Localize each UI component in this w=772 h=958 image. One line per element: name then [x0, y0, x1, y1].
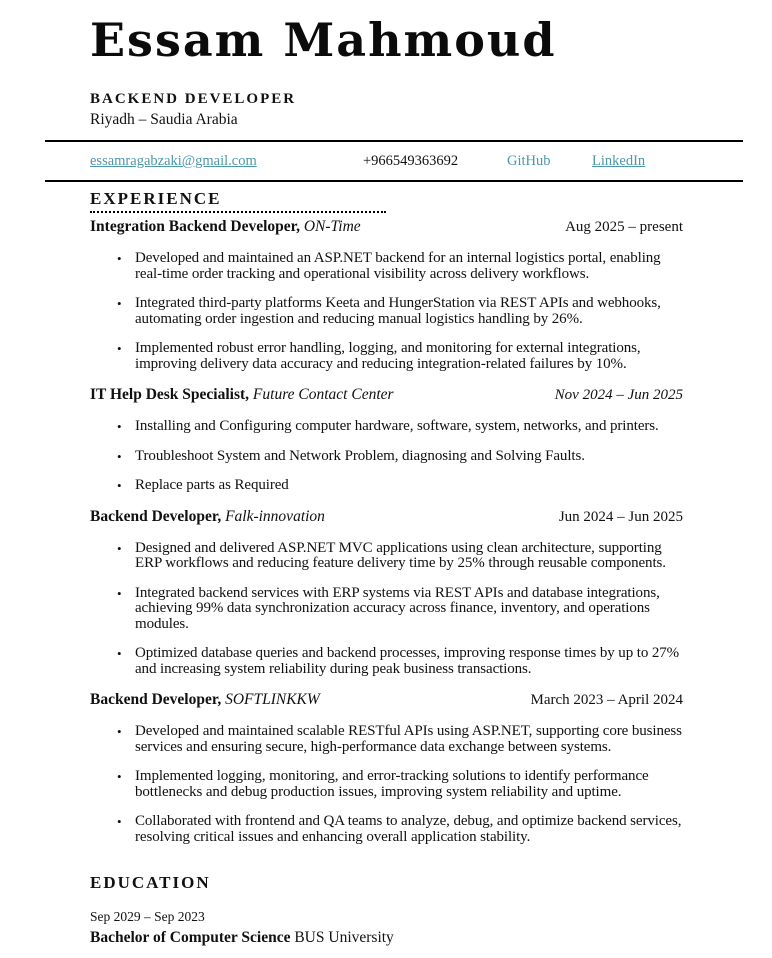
bullet-item: • Installing and Configuring computer hardware, software, system, networks, and printers. [135, 419, 683, 435]
job-separator: , [217, 691, 226, 708]
bullet-item: • Implemented logging, monitoring, and error-tracking solutions to identify performance bottlenecks and debug production issues, improving system reliability and uptime. [135, 769, 683, 800]
job-title: IT Help Desk Specialist [90, 386, 246, 403]
job-dates: Jun 2024 – Jun 2025 [558, 508, 683, 525]
job-dates: Aug 2025 – present [565, 219, 683, 235]
person-name: Essam Mahmoud [90, 13, 557, 67]
bullet-item: • Collaborated with frontend and QA teams to analyze, debug, and optimize backend services, resolving critical issues and enhancing overall application stability. [135, 814, 683, 845]
job-entry [90, 508, 683, 678]
job-header [90, 386, 683, 404]
experience-section [90, 189, 683, 845]
bullet-item: • Designed and delivered ASP.NET MVC applications using clean architecture, supporting ERP workflows and reducing feature delivery time by 25% through reusable components. [135, 541, 683, 572]
bullet-item: • Optimized database queries and backend processes, improving response times by up to 27% and increasing system reliability during peak business transactions. [135, 646, 683, 677]
linkedin-link[interactable]: LinkedIn [592, 153, 646, 169]
job-header [90, 218, 683, 236]
person-location: Riyadh – Saudia Arabia [90, 111, 238, 128]
email-link[interactable]: essamragabzaki@gmail.com [90, 153, 257, 169]
school-name: BUS University [294, 929, 394, 946]
job-dates: March 2023 – April 2024 [530, 692, 683, 708]
bullet-item: • Implemented robust error handling, logging, and monitoring for external integrations, improving delivery data accuracy and reducing integration-related failures by 10%. [135, 341, 683, 372]
education-section [90, 873, 683, 946]
job-bullet-list [90, 541, 683, 678]
education-dates: Sep 2029 – Sep 2023 [90, 909, 205, 924]
degree-name: Bachelor of Computer Science [90, 929, 291, 946]
bullet-item: • Integrated third-party platforms Keeta and HungerStation via REST APIs and webhooks, automating order ingestion and reducing manual logistics handling by 26%. [135, 296, 683, 327]
job-company: ON-Time [303, 218, 361, 235]
job-company: SOFTLINKKW [225, 691, 320, 708]
bullet-item: • Developed and maintained an ASP.NET backend for an internal logistics portal, enabling real-time order tracking and operational visibility across delivery workflows. [135, 251, 683, 282]
job-entry [90, 218, 683, 372]
job-header [90, 691, 683, 709]
job-entry [90, 386, 683, 494]
job-title-line [90, 691, 320, 708]
contact-bar [90, 153, 683, 171]
job-title-line [90, 386, 394, 403]
experience-heading: EXPERIENCE [90, 189, 222, 208]
bullet-item: • Troubleshoot System and Network Problem, diagnosing and Solving Faults. [135, 449, 683, 465]
bullet-item: • Replace parts as Required [135, 478, 683, 494]
bullet-item: • Developed and maintained scalable RESTful APIs using ASP.NET, supporting core business services and ensuring secure, high-performance data exchange between systems. [135, 724, 683, 755]
job-title: Backend Developer [90, 507, 218, 525]
education-degree-line [90, 929, 683, 946]
divider-below-contact [45, 180, 743, 182]
job-title-line [90, 508, 325, 525]
job-separator: , [217, 507, 226, 525]
job-bullet-list [90, 419, 683, 494]
job-title: Backend Developer [90, 691, 218, 708]
github-link[interactable]: GitHub [507, 153, 551, 169]
job-title-line [90, 218, 361, 235]
divider-above-contact [45, 140, 743, 142]
job-list [90, 218, 683, 845]
job-dates: Nov 2024 – Jun 2025 [554, 387, 683, 403]
job-title: Integration Backend Developer [90, 218, 297, 235]
job-separator: , [245, 386, 253, 403]
resume-header [90, 13, 683, 128]
job-company: Falk-innovation [225, 507, 325, 525]
phone-number: +966549363692 [363, 153, 459, 169]
job-entry [90, 691, 683, 845]
job-company: Future Contact Center [252, 386, 394, 403]
person-role: BACKEND DEVELOPER [90, 91, 297, 107]
bullet-item: • Integrated backend services with ERP systems via REST APIs and database integrations, achieving 99% data synchronization accuracy across finance, inventory, and operations modules. [135, 586, 683, 633]
job-bullet-list [90, 251, 683, 372]
job-separator: , [296, 218, 304, 235]
dotted-divider [90, 211, 386, 213]
job-bullet-list [90, 724, 683, 845]
job-header [90, 508, 683, 526]
education-heading: EDUCATION [90, 873, 211, 892]
